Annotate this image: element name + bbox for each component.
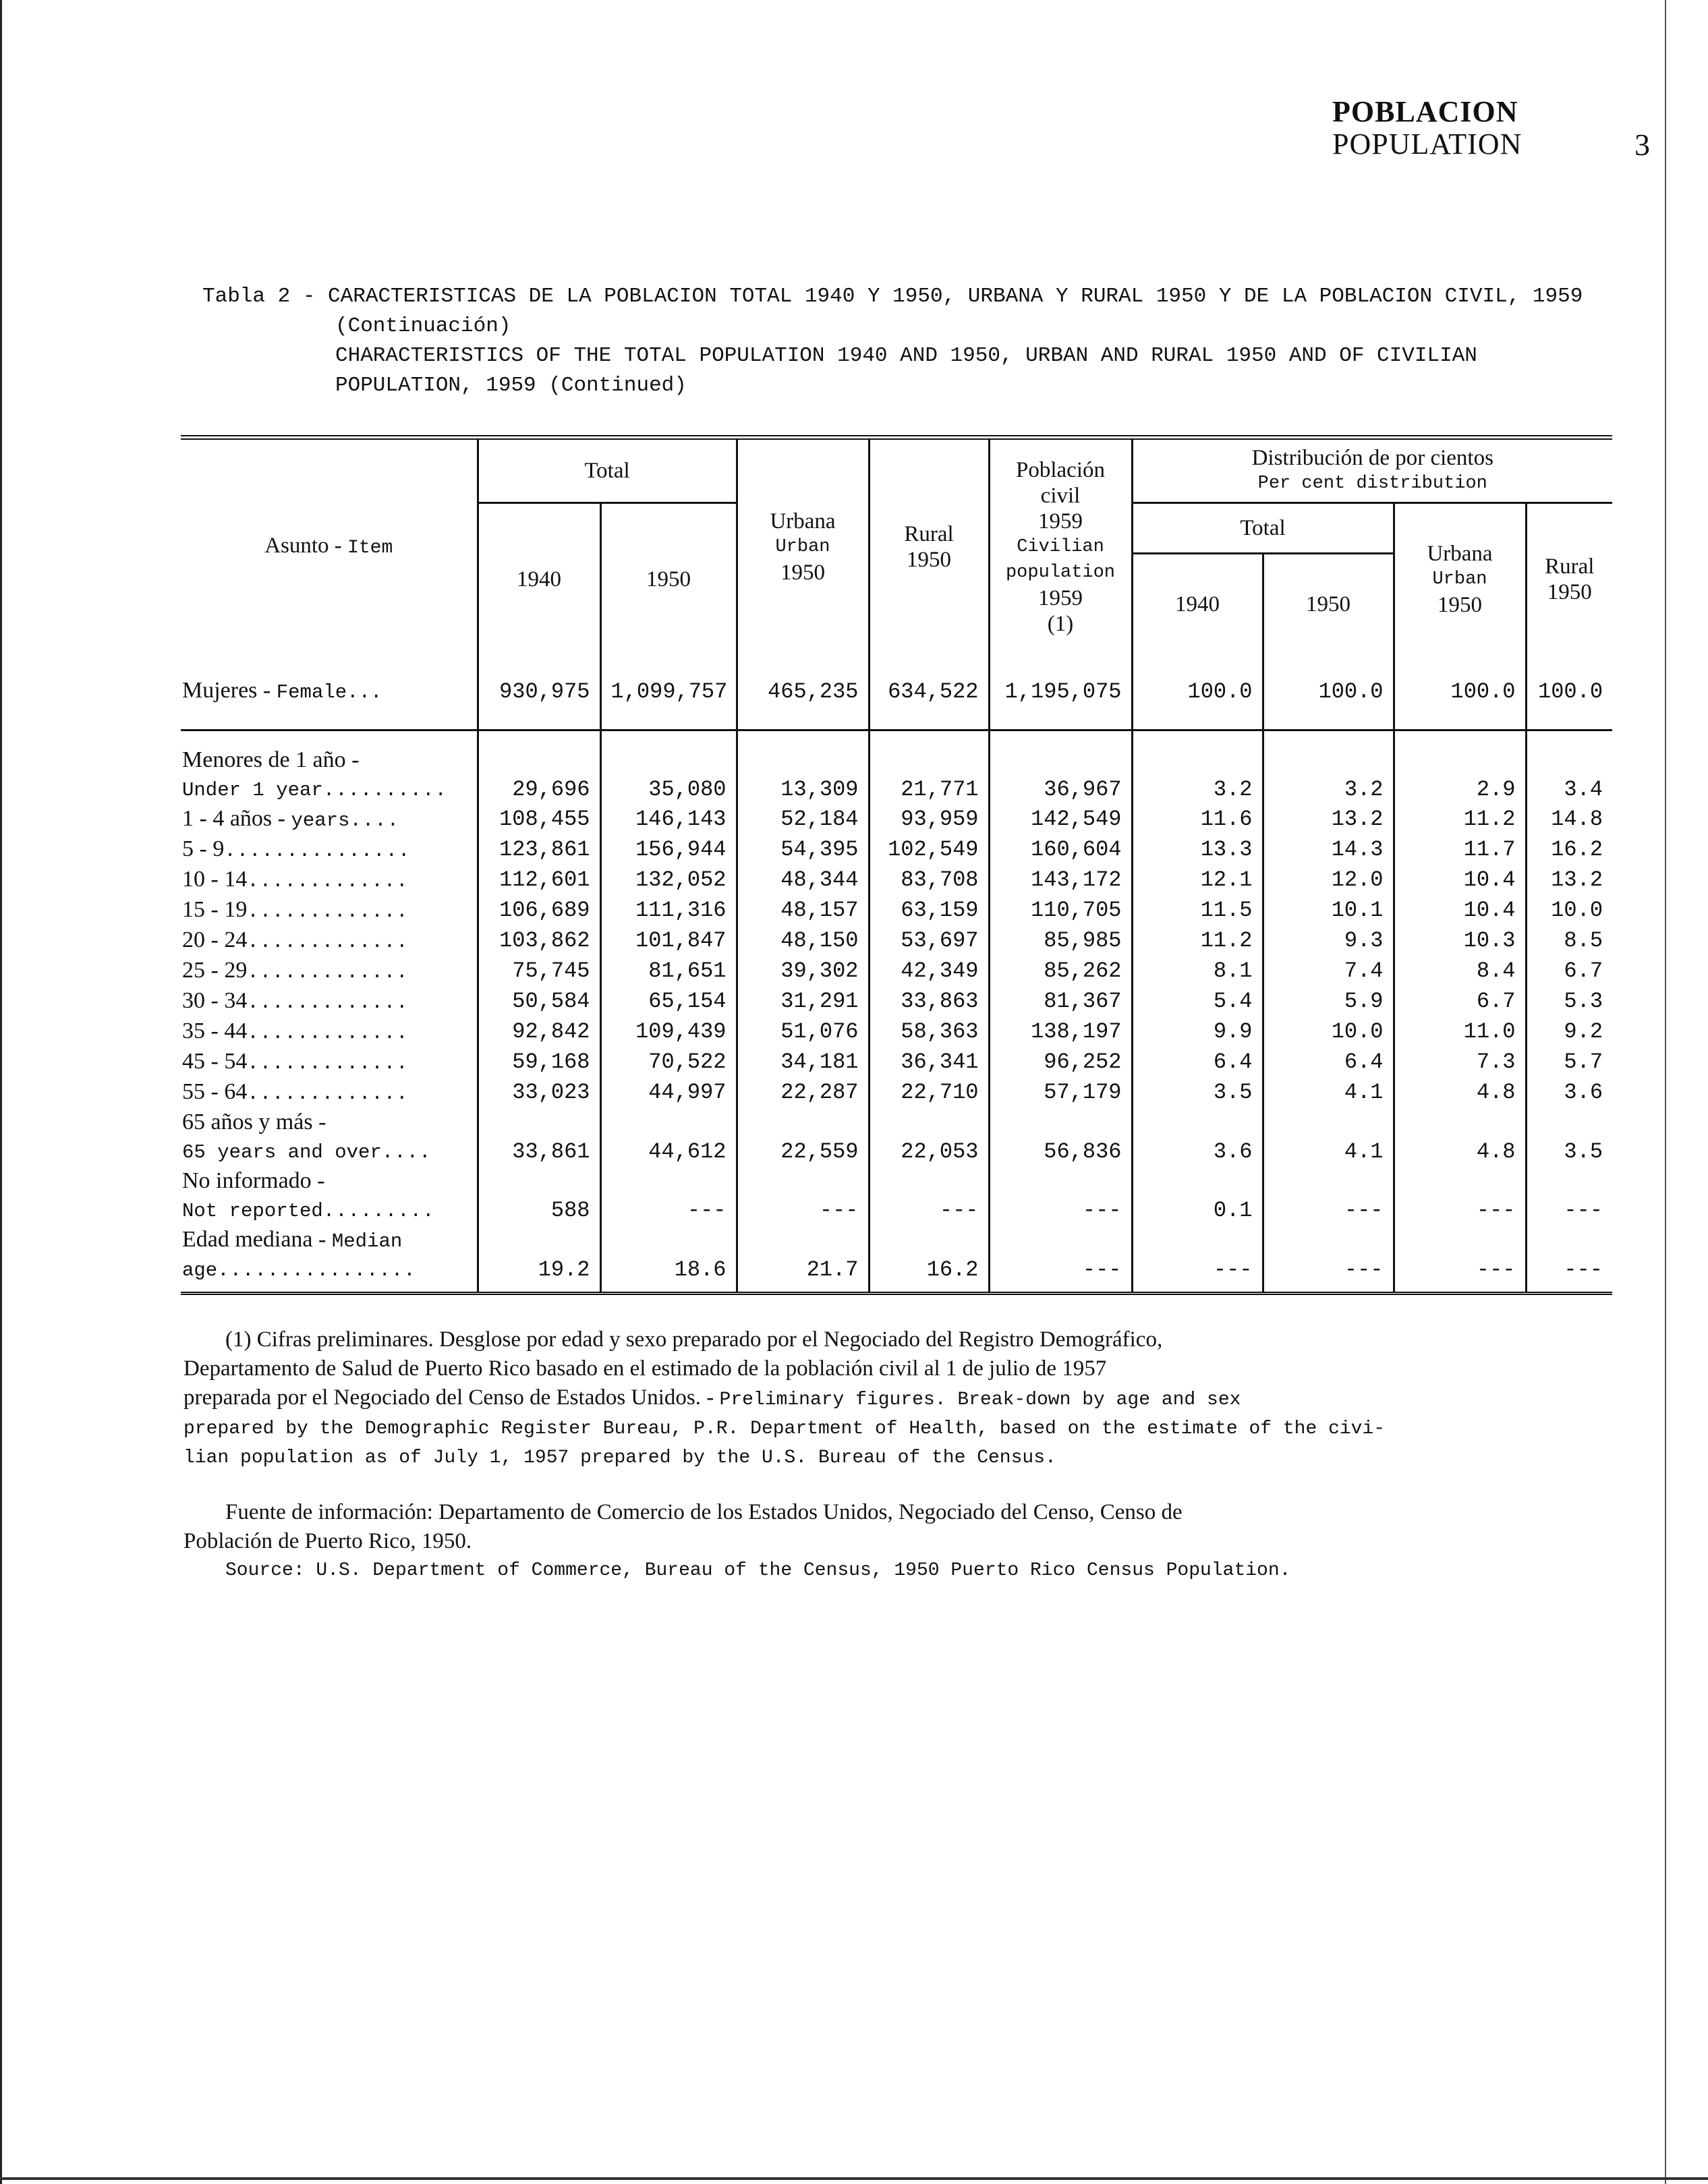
cell-col-5: 138,197: [989, 1017, 1132, 1047]
title-line-continuacion: (Continuación): [335, 314, 511, 338]
cell-col-4: [869, 1108, 989, 1138]
table-row: [181, 987, 1612, 1017]
cell-col-7: 6.4: [1263, 1047, 1394, 1078]
cell-col-5: ---: [989, 1197, 1132, 1226]
cell-col-8: 11.2: [1394, 805, 1526, 835]
cell-col-6: 12.1: [1132, 865, 1263, 896]
table-row: [181, 1256, 1612, 1294]
cell-col-4: [869, 746, 989, 776]
cell-col-8: [1394, 1167, 1526, 1197]
cell-col-6: 11.2: [1132, 926, 1263, 956]
cell-col-8: 2.9: [1394, 776, 1526, 805]
cell-col-6: 9.9: [1132, 1017, 1263, 1047]
row-label: 65 years and over....: [182, 1141, 432, 1163]
cell-col-7: 3.2: [1263, 776, 1394, 805]
cell-col-6: 3.2: [1132, 776, 1263, 805]
cell-col-8: 8.4: [1394, 956, 1526, 987]
row-label: 65 años y más -: [182, 1109, 326, 1134]
cell-col-2: [600, 1167, 737, 1197]
row-label: Not reported.........: [182, 1199, 435, 1222]
cell-col-8: [1394, 1108, 1526, 1138]
cell-col-2: 65,154: [600, 987, 737, 1017]
cell-col-1: 50,584: [478, 987, 600, 1017]
cell-col-5: 160,604: [989, 835, 1132, 865]
cell-col-2: 109,439: [600, 1017, 737, 1047]
cell-col-3: 13,309: [737, 776, 869, 805]
cell-col-9: 16.2: [1526, 835, 1612, 865]
cell-col-4: 33,863: [869, 987, 989, 1017]
cell-col-5: 81,367: [989, 987, 1132, 1017]
footnote-1-line-5: lian population as of July 1, 1957 prepared by the U.S. Bureau of the Census.: [183, 1447, 1056, 1468]
cell-col-3: 48,157: [737, 896, 869, 926]
cell-col-9: 5.3: [1526, 987, 1612, 1017]
cell-col-4: 21,771: [869, 776, 989, 805]
cell-col-1: 33,023: [478, 1078, 600, 1108]
cell-col-2: [600, 1226, 737, 1256]
cell-col-4: 58,363: [869, 1017, 989, 1047]
cell-col-7: 7.4: [1263, 956, 1394, 987]
cell-col-2: [600, 746, 737, 776]
cell-col-6: 6.4: [1132, 1047, 1263, 1078]
cell-col-6: 3.5: [1132, 1078, 1263, 1108]
cell-col-1: [478, 1108, 600, 1138]
page-edge-left: [0, 0, 2, 2184]
row-label: 55 - 64.............: [182, 1079, 409, 1105]
table-row: [181, 776, 1612, 805]
cell-col-3: 21.7: [737, 1256, 869, 1294]
cell-col-4: 634,522: [869, 655, 989, 730]
cell-col-2: [600, 1108, 737, 1138]
title-line-en: CHARACTERISTICS OF THE TOTAL POPULATION 1940 AND 1950, URBAN AND RURAL 1950 AND OF CIVILIAN: [335, 344, 1477, 368]
cell-col-2: 146,143: [600, 805, 737, 835]
cell-col-1: 59,168: [478, 1047, 600, 1078]
cell-col-2: 70,522: [600, 1047, 737, 1078]
cell-col-6: 11.6: [1132, 805, 1263, 835]
cell-col-5: 57,179: [989, 1078, 1132, 1108]
cell-col-3: 34,181: [737, 1047, 869, 1078]
cell-col-2: 18.6: [600, 1256, 737, 1294]
cell-col-7: 10.1: [1263, 896, 1394, 926]
cell-col-5: [989, 1167, 1132, 1197]
col-header-dist-rural: Rural 1950: [1526, 503, 1612, 655]
cell-col-2: 101,847: [600, 926, 737, 956]
col-header-urban: Urbana Urban 1950: [737, 438, 869, 655]
row-label: 1 - 4 años - years....: [182, 805, 400, 832]
row-label: 15 - 19.............: [182, 896, 409, 923]
col-header-percent-distribution: Distribución de por cientos Per cent distribution: [1132, 438, 1612, 503]
table-row: [181, 1047, 1612, 1078]
cell-col-6: 8.1: [1132, 956, 1263, 987]
col-header-1940: 1940: [478, 503, 600, 655]
cell-col-9: 10.0: [1526, 896, 1612, 926]
cell-col-7: ---: [1263, 1256, 1394, 1294]
cell-col-6: [1132, 1226, 1263, 1256]
cell-col-8: 100.0: [1394, 655, 1526, 730]
cell-col-5: 56,836: [989, 1138, 1132, 1167]
cell-col-6: 13.3: [1132, 835, 1263, 865]
row-label: No informado -: [182, 1168, 325, 1193]
cell-col-8: 7.3: [1394, 1047, 1526, 1078]
cell-col-8: 11.7: [1394, 835, 1526, 865]
cell-col-7: ---: [1263, 1197, 1394, 1226]
cell-col-4: ---: [869, 1197, 989, 1226]
table-row: [181, 896, 1612, 926]
cell-col-1: [478, 1226, 600, 1256]
cell-col-9: [1526, 1108, 1612, 1138]
table-row: [181, 1078, 1612, 1108]
cell-col-8: 10.4: [1394, 865, 1526, 896]
cell-col-8: [1394, 746, 1526, 776]
table-row: [181, 1197, 1612, 1226]
footnotes: [183, 1325, 1614, 1585]
cell-col-8: 11.0: [1394, 1017, 1526, 1047]
col-header-total: Total: [478, 438, 737, 503]
cell-col-9: 13.2: [1526, 865, 1612, 896]
row-label: age................: [181, 1256, 478, 1294]
table-row-female: [181, 655, 1612, 730]
row-label: 10 - 14.............: [182, 866, 409, 892]
cell-col-7: [1263, 1167, 1394, 1197]
cell-col-3: [737, 746, 869, 776]
cell-col-5: [989, 1108, 1132, 1138]
cell-col-4: 93,959: [869, 805, 989, 835]
row-label: 30 - 34.............: [182, 987, 409, 1014]
cell-col-4: 42,349: [869, 956, 989, 987]
cell-col-4: 53,697: [869, 926, 989, 956]
cell-col-9: 5.7: [1526, 1047, 1612, 1078]
cell-col-7: 100.0: [1263, 655, 1394, 730]
cell-col-9: 3.5: [1526, 1138, 1612, 1167]
source-line-en: Source: U.S. Department of Commerce, Bureau of the Census, 1950 Puerto Rico Census Population.: [225, 1560, 1291, 1581]
page-number: 3: [1634, 127, 1650, 162]
cell-col-4: [869, 1226, 989, 1256]
cell-col-9: 9.2: [1526, 1017, 1612, 1047]
cell-col-9: 3.6: [1526, 1078, 1612, 1108]
cell-col-8: 4.8: [1394, 1078, 1526, 1108]
cell-col-8: 4.8: [1394, 1138, 1526, 1167]
cell-col-1: 92,842: [478, 1017, 600, 1047]
cell-col-3: 48,150: [737, 926, 869, 956]
cell-col-3: [737, 1226, 869, 1256]
cell-col-2: 132,052: [600, 865, 737, 896]
table-row: [181, 1108, 1612, 1138]
col-header-dist-total: Total: [1132, 503, 1394, 554]
cell-col-4: 63,159: [869, 896, 989, 926]
cell-col-5: 142,549: [989, 805, 1132, 835]
cell-col-1: 33,861: [478, 1138, 600, 1167]
cell-col-6: 0.1: [1132, 1197, 1263, 1226]
row-label: 25 - 29.............: [182, 957, 409, 983]
table-row: [181, 805, 1612, 835]
cell-col-2: 44,612: [600, 1138, 737, 1167]
cell-col-4: 22,710: [869, 1078, 989, 1108]
cell-col-8: ---: [1394, 1197, 1526, 1226]
page-edge-right: [1665, 0, 1666, 2184]
cell-col-4: 36,341: [869, 1047, 989, 1078]
cell-col-8: [1394, 1226, 1526, 1256]
cell-col-4: 16.2: [869, 1256, 989, 1294]
cell-col-4: 83,708: [869, 865, 989, 896]
cell-col-4: 102,549: [869, 835, 989, 865]
cell-col-5: ---: [989, 1256, 1132, 1294]
cell-col-9: [1526, 746, 1612, 776]
cell-col-9: 3.4: [1526, 776, 1612, 805]
table-title: [202, 282, 1639, 401]
cell-col-4: [869, 1167, 989, 1197]
title-line-en-2: POPULATION, 1959 (Continued): [335, 374, 687, 397]
row-label: 5 - 9...............: [182, 836, 411, 862]
cell-col-9: 8.5: [1526, 926, 1612, 956]
row-label: 20 - 24.............: [182, 927, 409, 953]
cell-col-5: [989, 746, 1132, 776]
row-label: Edad mediana - Median: [182, 1226, 403, 1253]
cell-col-3: 22,287: [737, 1078, 869, 1108]
cell-col-4: 22,053: [869, 1138, 989, 1167]
cell-col-7: 13.2: [1263, 805, 1394, 835]
footnote-1-line-3: preparada por el Negociado del Censo de Estados Unidos. - Preliminary figures. Break-down by age and sex: [183, 1385, 1241, 1410]
cell-col-6: 11.5: [1132, 896, 1263, 926]
cell-col-7: 14.3: [1263, 835, 1394, 865]
cell-col-7: 12.0: [1263, 865, 1394, 896]
cell-col-1: [478, 1167, 600, 1197]
cell-col-7: 10.0: [1263, 1017, 1394, 1047]
cell-col-9: 14.8: [1526, 805, 1612, 835]
cell-col-3: 22,559: [737, 1138, 869, 1167]
population-table: [181, 435, 1612, 1295]
source-line-1: Fuente de información: Departamento de Comercio de los Estados Unidos, Negociado del Censo, Censo de: [225, 1500, 1183, 1524]
source-line-2: Población de Puerto Rico, 1950.: [183, 1529, 472, 1553]
table-row: [181, 1138, 1612, 1167]
cell-col-1: 112,601: [478, 865, 600, 896]
row-label: 35 - 44.............: [182, 1018, 409, 1044]
cell-col-1: 108,455: [478, 805, 600, 835]
cell-col-3: [737, 1108, 869, 1138]
cell-col-6: 3.6: [1132, 1138, 1263, 1167]
cell-col-7: 9.3: [1263, 926, 1394, 956]
cell-col-6: [1132, 746, 1263, 776]
cell-col-3: 39,302: [737, 956, 869, 987]
cell-col-2: 111,316: [600, 896, 737, 926]
table-row: [181, 1167, 1612, 1197]
cell-col-3: 52,184: [737, 805, 869, 835]
row-label: Menores de 1 año -: [182, 747, 360, 772]
footnote-1-line-1: (1) Cifras preliminares. Desglose por edad y sexo preparado por el Negociado del Registro Demográfico,: [225, 1327, 1163, 1352]
cell-col-9: ---: [1526, 1197, 1612, 1226]
cell-col-1: 930,975: [478, 655, 600, 730]
cell-col-3: 54,395: [737, 835, 869, 865]
cell-col-2: ---: [600, 1197, 737, 1226]
table-row: [181, 835, 1612, 865]
cell-col-1: 29,696: [478, 776, 600, 805]
cell-col-7: [1263, 1108, 1394, 1138]
cell-col-3: 51,076: [737, 1017, 869, 1047]
cell-col-7: 4.1: [1263, 1078, 1394, 1108]
cell-col-7: [1263, 1226, 1394, 1256]
cell-col-1: 19.2: [478, 1256, 600, 1294]
cell-col-5: 110,705: [989, 896, 1132, 926]
cell-col-7: 4.1: [1263, 1138, 1394, 1167]
col-header-dist-1940: 1940: [1132, 554, 1263, 655]
cell-col-7: 5.9: [1263, 987, 1394, 1017]
cell-col-6: ---: [1132, 1256, 1263, 1294]
table-row: [181, 865, 1612, 896]
cell-col-3: ---: [737, 1197, 869, 1226]
row-label: Mujeres - Female...: [181, 655, 478, 730]
cell-col-9: 6.7: [1526, 956, 1612, 987]
cell-col-5: 1,195,075: [989, 655, 1132, 730]
cell-col-7: [1263, 746, 1394, 776]
cell-col-8: 10.3: [1394, 926, 1526, 956]
footnote-1-line-2: Departamento de Salud de Puerto Rico basado en el estimado de la población civil al 1 de julio de 1957: [183, 1356, 1107, 1381]
cell-col-8: ---: [1394, 1256, 1526, 1294]
col-header-dist-urban: Urbana Urban 1950: [1394, 503, 1526, 655]
row-label: 45 - 54.............: [182, 1048, 409, 1074]
table-row: [181, 926, 1612, 956]
cell-col-9: 100.0: [1526, 655, 1612, 730]
header-title-es: POBLACION: [1332, 95, 1518, 128]
cell-col-9: [1526, 1226, 1612, 1256]
cell-col-3: 465,235: [737, 655, 869, 730]
row-label: Under 1 year..........: [182, 778, 447, 801]
cell-col-1: 123,861: [478, 835, 600, 865]
col-header-1950: 1950: [600, 503, 737, 655]
cell-col-2: 156,944: [600, 835, 737, 865]
table-row: [181, 1017, 1612, 1047]
cell-col-1: [478, 746, 600, 776]
cell-col-5: 96,252: [989, 1047, 1132, 1078]
col-header-item: Asunto - Item: [181, 438, 478, 655]
cell-col-6: 5.4: [1132, 987, 1263, 1017]
cell-col-5: [989, 1226, 1132, 1256]
cell-col-3: 48,344: [737, 865, 869, 896]
footnote-1-line-4: prepared by the Demographic Register Bureau, P.R. Department of Health, based on the estimate of the civi-: [183, 1418, 1386, 1439]
cell-col-2: 44,997: [600, 1078, 737, 1108]
cell-col-6: 100.0: [1132, 655, 1263, 730]
cell-col-6: [1132, 1167, 1263, 1197]
title-line-es: Tabla 2 - CARACTERISTICAS DE LA POBLACION TOTAL 1940 Y 1950, URBANA Y RURAL 1950 Y DE LA POBLACION CIVIL, 1959: [202, 285, 1583, 308]
cell-col-9: [1526, 1167, 1612, 1197]
table-row: [181, 956, 1612, 987]
page-edge-bottom: [0, 2177, 1708, 2180]
cell-col-5: 85,985: [989, 926, 1132, 956]
table-row: [181, 746, 1612, 776]
cell-col-1: 106,689: [478, 896, 600, 926]
col-header-rural: Rural 1950: [869, 438, 989, 655]
cell-col-1: 75,745: [478, 956, 600, 987]
cell-col-3: 31,291: [737, 987, 869, 1017]
cell-col-2: 81,651: [600, 956, 737, 987]
cell-col-5: 143,172: [989, 865, 1132, 896]
cell-col-5: 85,262: [989, 956, 1132, 987]
header-title-en: POPULATION: [1332, 127, 1522, 161]
cell-col-6: [1132, 1108, 1263, 1138]
cell-col-5: 36,967: [989, 776, 1132, 805]
cell-col-2: 1,099,757: [600, 655, 737, 730]
col-header-dist-1950: 1950: [1263, 554, 1394, 655]
cell-col-8: 10.4: [1394, 896, 1526, 926]
cell-col-9: ---: [1526, 1256, 1612, 1294]
cell-col-1: 588: [478, 1197, 600, 1226]
col-header-civilian: Población civil 1959 Civilian population 1959 (1): [989, 438, 1132, 655]
table-row: [181, 1226, 1612, 1256]
cell-col-3: [737, 1167, 869, 1197]
cell-col-1: 103,862: [478, 926, 600, 956]
cell-col-2: 35,080: [600, 776, 737, 805]
cell-col-8: 6.7: [1394, 987, 1526, 1017]
